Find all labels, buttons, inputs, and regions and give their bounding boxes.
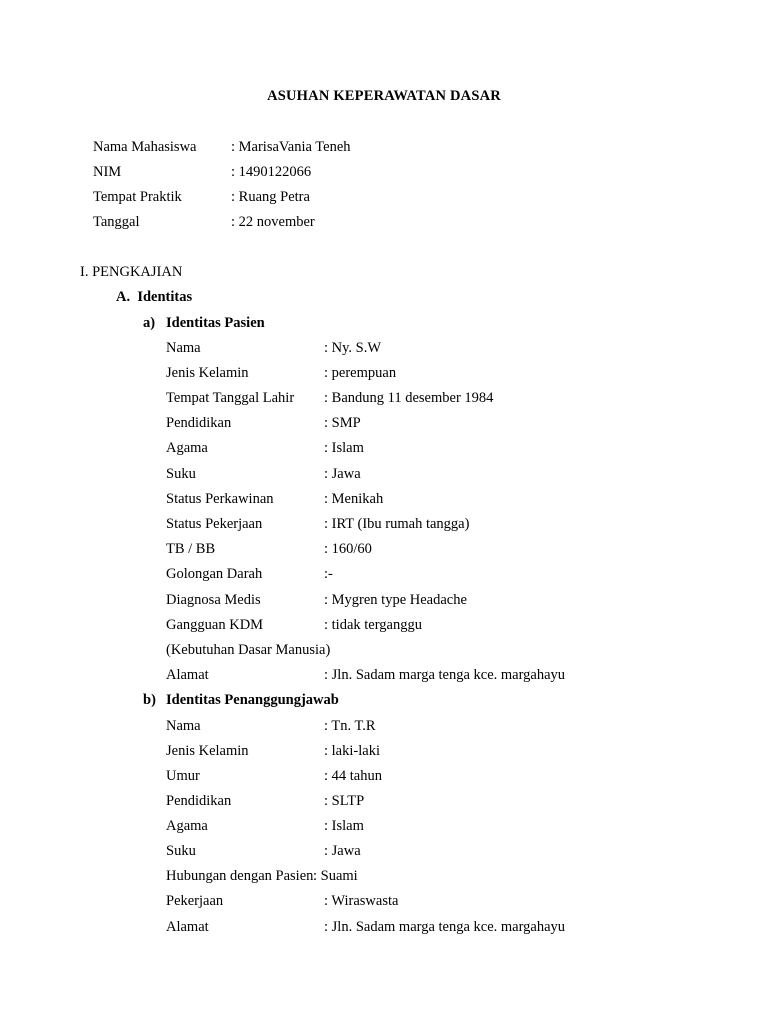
field-label: Status Pekerjaan [166,516,263,532]
field-value: : Bandung 11 desember 1984 [324,390,494,406]
student-label: NIM [93,164,122,180]
field-label: Jenis Kelamin [166,743,249,759]
guardian-heading-marker: b) [143,692,156,708]
field-label: (Kebutuhan Dasar Manusia) [166,642,331,658]
field-label: Pekerjaan [166,893,224,909]
field-label: Agama [166,440,208,456]
patient-field-row [166,414,726,432]
field-value: : Jawa [324,466,361,482]
patient-field-row [166,339,726,357]
patient-field-row [166,439,726,457]
field-label: Pendidikan [166,415,232,431]
field-value: : Jln. Sadam marga tenga kce. margahayu [324,919,566,935]
student-value: : MarisaVania Teneh [231,139,351,155]
field-label: Suku [166,466,196,482]
guardian-field-row [166,842,726,860]
field-value: : Islam [324,818,364,834]
field-value: : tidak terganggu [324,617,422,633]
patient-heading-text: Identitas Pasien [166,315,265,331]
field-value: : Jln. Sadam marga tenga kce. margahayu [324,667,566,683]
patient-field-row [166,591,726,609]
student-row-date [93,213,493,231]
patient-field-row [166,465,726,483]
field-label: Hubungan dengan Pasien [166,868,314,884]
field-label: Gangguan KDM [166,617,264,633]
field-value: : SLTP [324,793,365,809]
student-value: : Ruang Petra [231,189,310,205]
field-label: Nama [166,718,201,734]
student-label: Tempat Praktik [93,189,182,205]
patient-field-row [166,565,726,583]
field-value: : perempuan [324,365,397,381]
guardian-field-row [166,817,726,835]
field-label: Suku [166,843,196,859]
guardian-field-row [166,867,726,885]
field-value: : Suami [313,868,358,884]
field-label: Nama [166,340,201,356]
field-value: : IRT (Ibu rumah tangga) [324,516,470,532]
student-label: Nama Mahasiswa [93,139,197,155]
field-value: :- [324,566,333,582]
section-heading-pengkajian: I. PENGKAJIAN [80,264,183,280]
guardian-heading-text: Identitas Penanggungjawab [166,692,339,708]
patient-field-row [166,490,726,508]
guardian-field-row [166,892,726,910]
field-value: : SMP [324,415,361,431]
field-label: Status Perkawinan [166,491,274,507]
field-value: : Islam [324,440,364,456]
patient-field-row [166,540,726,558]
patient-field-row [166,364,726,382]
field-value: : Mygren type Headache [324,592,467,608]
field-label: Agama [166,818,208,834]
field-label: Alamat [166,667,209,683]
patient-field-row [166,389,726,407]
guardian-field-row [166,767,726,785]
guardian-heading [143,691,493,709]
patient-field-row [166,666,726,684]
field-label: Umur [166,768,200,784]
field-value: : 44 tahun [324,768,382,784]
field-label: Jenis Kelamin [166,365,249,381]
student-label: Tanggal [93,214,140,230]
student-row-nim [93,163,493,181]
field-value: : Tn. T.R [324,718,376,734]
subsection-heading-identitas [116,288,192,306]
student-row-practice-place [93,188,493,206]
field-value: : Wiraswasta [324,893,399,909]
field-label: Alamat [166,919,209,935]
field-value: : Ny. S.W [324,340,382,356]
field-label: Diagnosa Medis [166,592,261,608]
field-value: : 160/60 [324,541,372,557]
document-title: ASUHAN KEPERAWATAN DASAR [267,88,501,104]
field-label: Pendidikan [166,793,232,809]
student-value: : 1490122066 [231,164,312,180]
field-label: Tempat Tanggal Lahir [166,390,295,406]
patient-field-row [166,616,726,634]
guardian-field-row [166,792,726,810]
guardian-field-row [166,918,726,936]
student-value: : 22 november [231,214,315,230]
field-label: TB / BB [166,541,216,557]
field-value: : Menikah [324,491,384,507]
field-value: : Jawa [324,843,361,859]
subsection-label: A. Identitas [116,289,193,305]
patient-heading [143,314,443,332]
guardian-field-row [166,742,726,760]
patient-field-row [166,641,726,659]
field-label: Golongan Darah [166,566,263,582]
guardian-field-row [166,717,726,735]
field-value: : laki-laki [324,743,380,759]
patient-heading-marker: a) [143,315,156,331]
patient-field-row [166,515,726,533]
student-row-name [93,138,493,156]
